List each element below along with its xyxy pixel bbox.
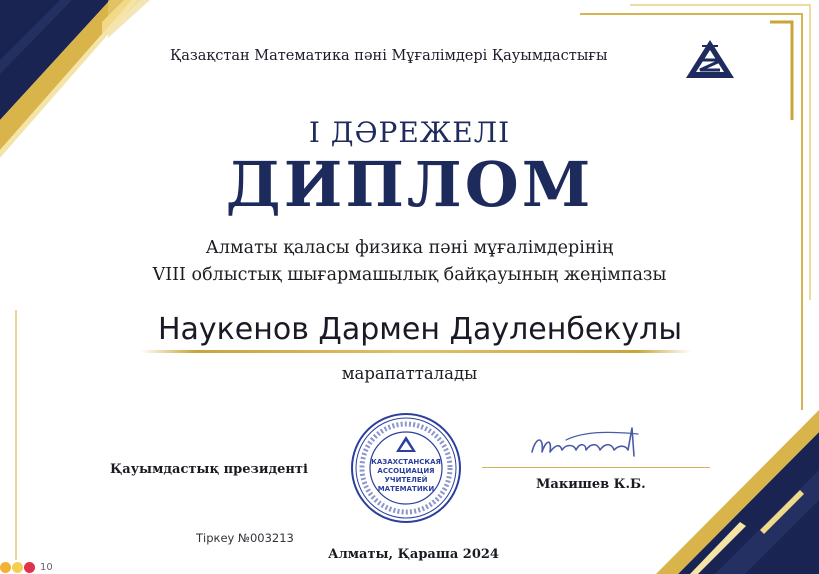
registration-number: Тіркеу №003213 [196, 531, 294, 545]
heart-icon [24, 562, 35, 573]
president-label: Қауымдастық президенті [110, 462, 308, 477]
reactions-bar[interactable] [0, 562, 110, 574]
official-seal-stamp [350, 412, 462, 524]
seal-text-line-2: АССОЦИАЦИЯ [377, 467, 435, 475]
thumbs-up-icon [0, 562, 11, 573]
association-logo-icon [684, 38, 736, 80]
recipient-name: Наукенов Дармен Дауленбекулы [157, 312, 683, 347]
signer-name: Макишев К.Б. [536, 477, 646, 492]
signature-line [482, 467, 710, 468]
organization-name: Қазақстан Математика пәні Мұғалімдері Қауымдастығы [170, 48, 608, 64]
degree-heading: I ДӘРЕЖЕЛІ [308, 116, 511, 149]
awarded-text: марапатталады [341, 364, 478, 383]
diploma-title: ДИПЛОМ [225, 148, 594, 221]
award-description-line-2: VIII облыстық шығармашылық байқауының жеңімпазы [152, 265, 667, 285]
recipient-name-underline [140, 350, 692, 353]
bottom-right-corner-decoration [650, 410, 819, 574]
seal-text-line-4: МАТЕМАТИКИ [377, 485, 435, 493]
seal-text-line-1: КАЗАХСТАНСКАЯ [371, 458, 441, 466]
reactions-count: 10 [40, 562, 53, 573]
handwritten-signature [526, 422, 652, 466]
award-description-line-1: Алматы қаласы физика пәні мұғалімдерінің [205, 238, 614, 258]
seal-text-line-3: УЧИТЕЛЕЙ [384, 476, 428, 484]
laugh-icon [12, 562, 23, 573]
place-and-date: Алматы, Қараша 2024 [328, 547, 499, 562]
